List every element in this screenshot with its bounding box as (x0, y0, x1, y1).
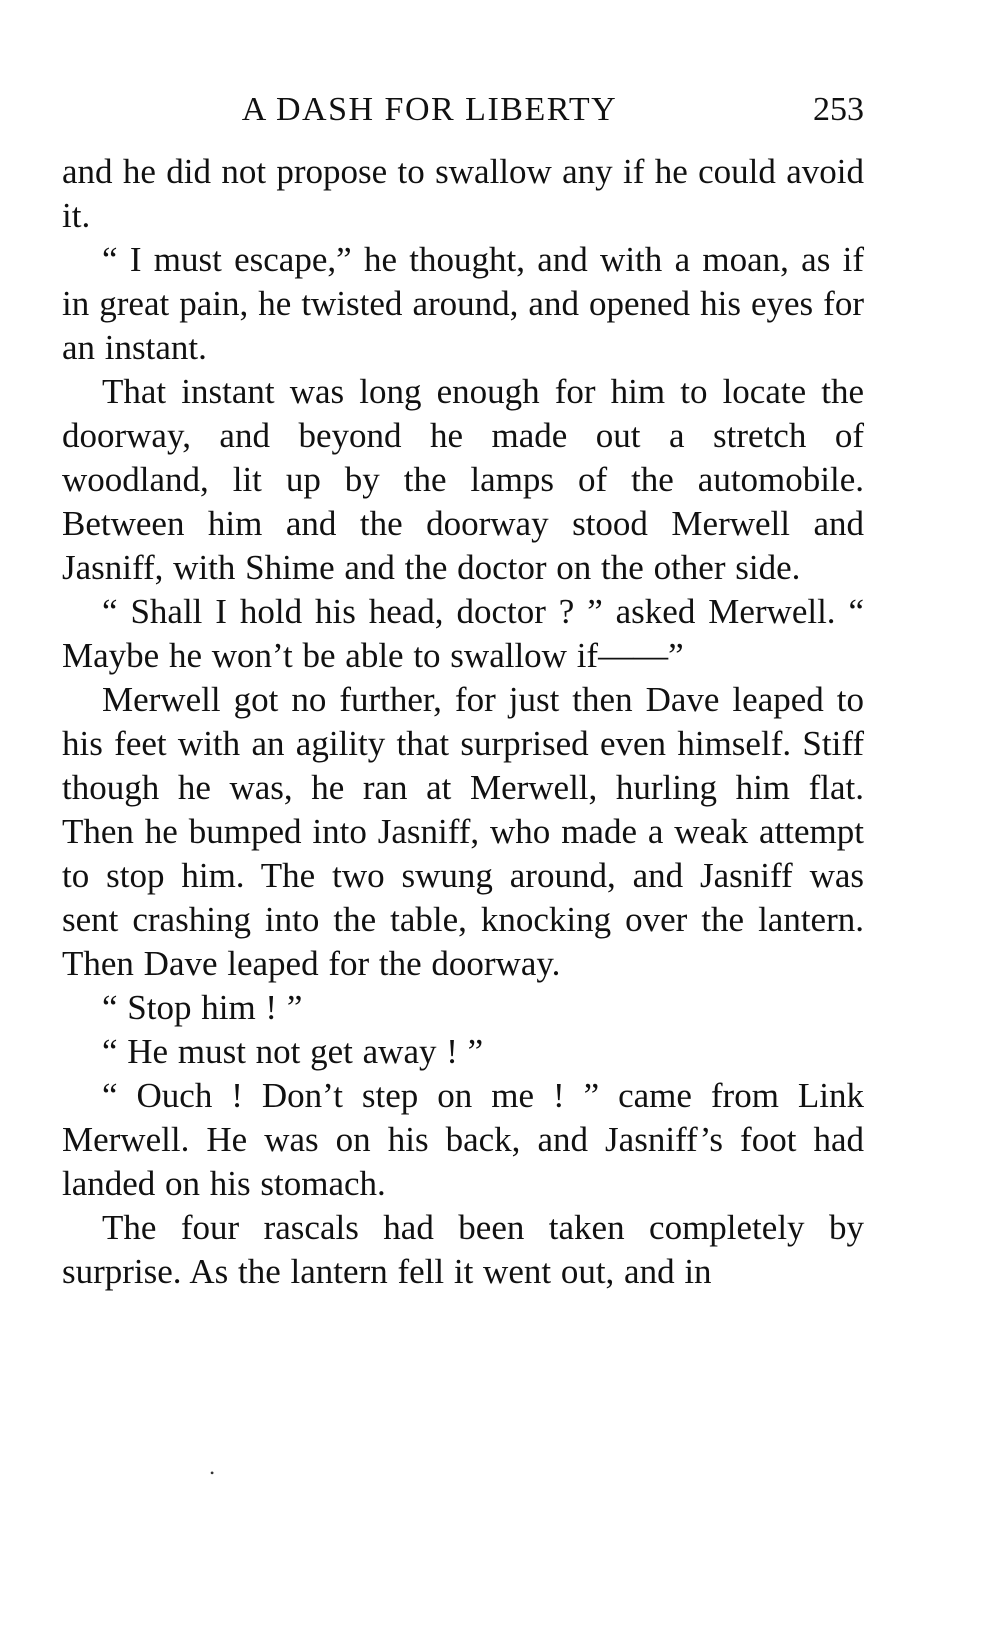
paragraph: “ Ouch ! Don’t step on me ! ” came from Link Merwell. He was on his back, and Jasniff’s foot had landed on his stomach. (62, 1076, 864, 1203)
page-number: 253 (813, 91, 864, 128)
running-title: A DASH FOR LIBERTY (241, 91, 618, 128)
paragraph: “ He must not get away ! ” (102, 1032, 484, 1071)
paragraph: That instant was long enough for him to locate the doorway, and beyond he made out a stretch of woodland, lit up by the lamps of the automobile. Between him and the doorway stood Merwell and Jasniff, with Shime and the doctor on the other side. (62, 372, 864, 587)
paragraph: The four rascals had been taken completely by surprise. As the lantern fell it went out, and in (62, 1208, 864, 1291)
paragraph-continuation: and he did not propose to swallow any if he could avoid it. (62, 152, 864, 235)
paragraph: Merwell got no further, for just then Dave leaped to his feet with an agility that surprised even himself. Stiff though he was, he ran at Merwell, hurling him flat. Then he bumped into Jasniff, who made a weak attempt to stop him. The two swung around, and Jasniff was sent crashing into the table, knocking over the lantern. Then Dave leaped for the doorway. (62, 680, 864, 983)
paragraph: “ Shall I hold his head, doctor ? ” asked Merwell. “ Maybe he won’t be able to swallow if——” (62, 592, 864, 675)
scan-speck-mark: • (210, 1466, 215, 1480)
body-text (62, 150, 864, 1294)
paragraph: “ Stop him ! ” (102, 988, 303, 1027)
running-header (62, 88, 864, 132)
paragraph: “ I must escape,” he thought, and with a moan, as if in great pain, he twisted around, and opened his eyes for an instant. (62, 240, 864, 367)
